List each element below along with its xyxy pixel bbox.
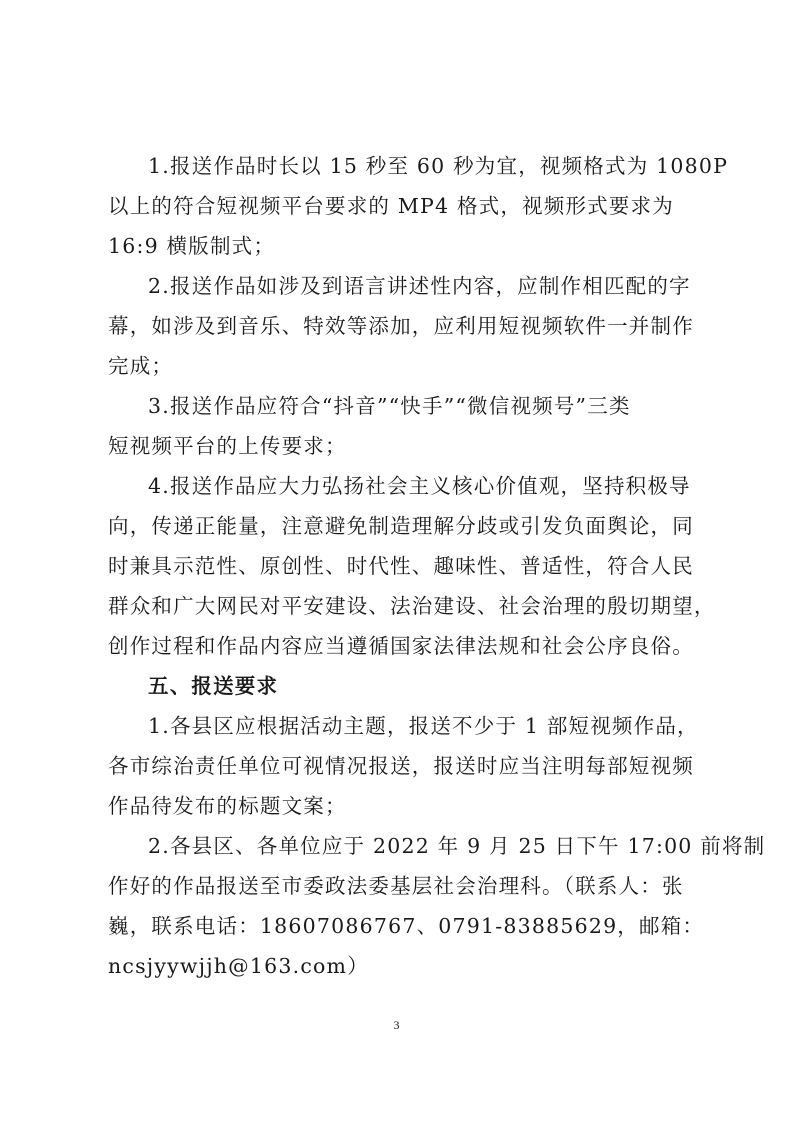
page-number: 3 [393, 1018, 400, 1032]
text-line: 完成； [108, 354, 174, 378]
text-line: 群众和广大网民对平安建设、法治建设、社会治理的殷切期望， [108, 594, 716, 618]
section-heading: 五、报送要求 [148, 674, 279, 698]
text-line: 短视频平台的上传要求； [108, 434, 347, 458]
text-line: ncsjyywjjh@163.com） [108, 954, 369, 978]
text-line: 巍，联系电话：18607086767、0791-83885629，邮箱： [108, 914, 705, 938]
text-line: 各市综治责任单位可视情况报送，报送时应当注明每部短视频 [108, 754, 694, 778]
text-line: 2.报送作品如涉及到语言讲述性内容，应制作相匹配的字 [148, 274, 691, 298]
text-line: 以上的符合短视频平台要求的 MP4 格式，视频形式要求为 [108, 194, 674, 218]
text-line: 创作过程和作品内容应当遵循国家法律法规和社会公序良俗。 [108, 634, 694, 658]
text-line: 16:9 横版制式； [108, 234, 276, 258]
text-line: 幕，如涉及到音乐、特效等添加，应利用短视频软件一并制作 [108, 314, 694, 338]
text-line: 1.各县区应根据活动主题，报送不少于 1 部短视频作品， [148, 714, 699, 738]
text-line: 1.报送作品时长以 15 秒至 60 秒为宜，视频格式为 1080P [148, 154, 729, 178]
text-line: 作好的作品报送至市委政法委基层社会治理科。（联系人：张 [108, 874, 684, 898]
text-line: 2.各县区、各单位应于 2022 年 9 月 25 日下午 17:00 前将制 [148, 834, 766, 858]
text-line: 作品待发布的标题文案； [108, 794, 347, 818]
text-line: 向，传递正能量，注意避免制造理解分歧或引发负面舆论，同 [108, 514, 694, 538]
text-line: 时兼具示范性、原创性、时代性、趣味性、普适性，符合人民 [108, 554, 694, 578]
text-line: 4.报送作品应大力弘扬社会主义核心价值观，坚持积极导 [148, 474, 691, 498]
text-line: 3.报送作品应符合“抖音”“快手”“微信视频号”三类 [148, 394, 631, 418]
